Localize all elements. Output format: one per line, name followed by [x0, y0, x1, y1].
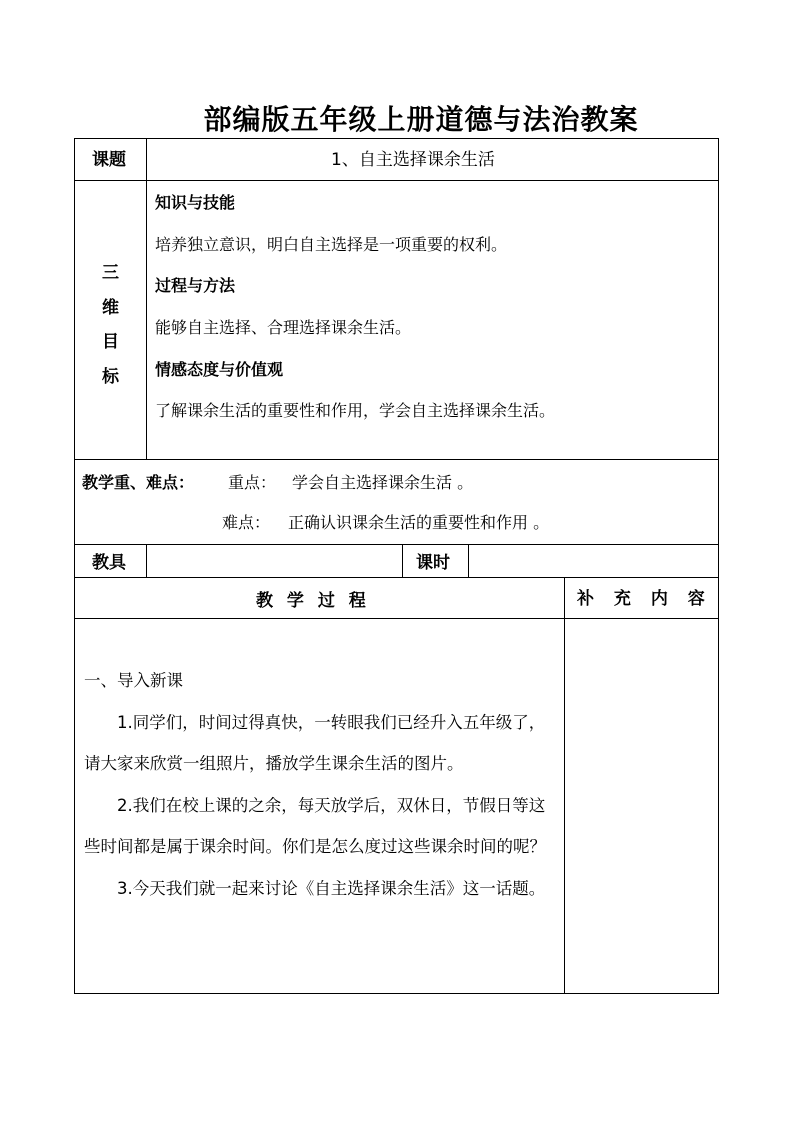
focus-label: 重点： [228, 473, 277, 492]
emotion-heading: 情感态度与价值观 [155, 360, 284, 379]
table-col-divider [146, 138, 147, 460]
hours-label: 课时 [416, 553, 450, 573]
key-points-label: 教学重、难点： [82, 473, 195, 492]
table-border-bottom [74, 993, 719, 994]
process-content [84, 660, 558, 909]
process-text: 能够自主选择、合理选择课余生活。 [155, 318, 412, 337]
supplement-column-header: 补 充 内 容 [577, 589, 712, 609]
goals-label-char: 维 [102, 298, 119, 318]
document-title: 部编版五年级上册道德与法治教案 [203, 103, 639, 136]
process-paragraph: 1.同学们，时间过得真快，一转眼我们已经升入五年级了，请大家来欣赏一组照片，播放学生课余生活的图片。 [84, 712, 546, 773]
table-row-divider [74, 618, 719, 619]
section-heading: 一、导入新课 [84, 671, 183, 690]
table-row-divider [74, 459, 719, 460]
table-row-divider [74, 577, 719, 578]
knowledge-heading: 知识与技能 [155, 193, 236, 212]
process-heading: 过程与方法 [155, 276, 236, 295]
tools-label: 教具 [92, 553, 126, 573]
table-col-divider [564, 577, 565, 994]
process-column-header: 教 学 过 程 [256, 591, 370, 611]
emotion-text: 了解课余生活的重要性和作用，学会自主选择课余生活。 [155, 401, 556, 420]
process-paragraph: 2.我们在校上课的之余，每天放学后，双休日，节假日等这些时间都是属于课余时间。你们是怎么度过这些课余时间的呢？ [84, 795, 546, 856]
table-border-left [74, 138, 75, 994]
table-col-divider [468, 544, 469, 578]
table-border-right [718, 138, 719, 994]
difficulty-text: 正确认识课余生活的重要性和作用 。 [288, 513, 550, 532]
table-row-divider [74, 544, 719, 545]
table-col-divider [402, 544, 403, 578]
goals-label-char: 标 [102, 367, 119, 387]
knowledge-text: 培养独立意识，明白自主选择是一项重要的权利。 [155, 235, 508, 254]
table-col-divider [146, 544, 147, 578]
table-row-divider [74, 180, 719, 181]
focus-text: 学会自主选择课余生活 。 [292, 473, 474, 492]
table-border-top [74, 138, 719, 139]
lesson-label: 课题 [92, 150, 126, 170]
goals-label-char: 三 [102, 263, 119, 283]
lesson-title: 1、自主选择课余生活 [331, 150, 495, 170]
process-paragraph: 3.今天我们就一起来讨论《自主选择课余生活》这一话题。 [117, 878, 546, 898]
difficulty-label: 难点： [222, 513, 271, 532]
goals-label-char: 目 [102, 332, 119, 352]
